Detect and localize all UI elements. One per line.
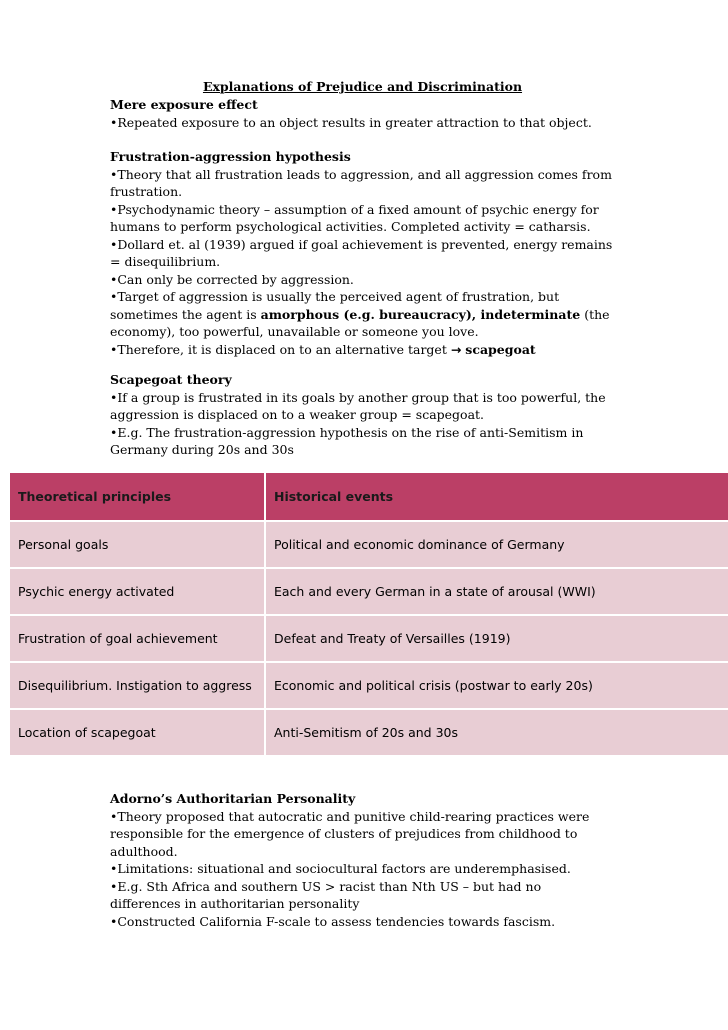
table-header-cell: Historical events	[266, 473, 728, 520]
bullet-line-displaced	[110, 341, 615, 359]
bullet-line: •Limitations: situational and sociocultural factors are underemphasised.	[110, 861, 571, 876]
principles-events-table	[8, 471, 728, 757]
text-segment: (the economy), too powerful, unavailable or someone you love.	[110, 306, 610, 339]
bullet-line: •Theory that all frustration leads to aggression, and all aggression comes from frustration.	[110, 166, 612, 199]
section-adorno	[110, 790, 615, 930]
table-row	[10, 569, 728, 614]
table-cell: Disequilibrium. Instigation to aggress	[10, 663, 264, 708]
table-cell: Defeat and Treaty of Versailles (1919)	[266, 616, 728, 661]
text-segment: •Therefore, it is displaced on to an alternative target	[110, 341, 451, 357]
bullet-line: •Constructed California F-scale to assess tendencies towards fascism.	[110, 913, 556, 929]
bullet-line: •Can only be corrected by aggression.	[110, 271, 354, 287]
right-arrow-icon: →	[450, 341, 462, 357]
bullet-line: •If a group is frustrated in its goals by another group that is too powerful, the aggression is displaced on to a weaker group = scapegoat.	[110, 389, 606, 422]
bullet-line: •E.g. Sth Africa and southern US > racist than Nth US – but had no differences in authoritarian personality	[110, 878, 542, 911]
bullet-line: •Theory proposed that autocratic and punitive child-rearing practices were responsible for the emergence of clusters of prejudices from childhood to adulthood.	[110, 808, 590, 859]
bullet-line: •Dollard et. al (1939) argued if goal achievement is prevented, energy remains = disequilibrium.	[110, 236, 613, 269]
table-header-cell: Theoretical principles	[10, 473, 264, 520]
table-cell: Each and every German in a state of arousal (WWI)	[266, 569, 728, 614]
section-heading: Mere exposure effect	[110, 97, 258, 112]
table-cell: Location of scapegoat	[10, 710, 264, 755]
section-mere-exposure	[110, 96, 615, 131]
table-cell: Economic and political crisis (postwar to early 20s)	[266, 663, 728, 708]
table-row	[10, 522, 728, 567]
bold-text: amorphous (e.g. bureaucracy), indeterminate	[260, 306, 581, 322]
table-cell: Frustration of goal achievement	[10, 616, 264, 661]
bullet-line: •E.g. The frustration-aggression hypothesis on the rise of anti-Semitism in Germany during 20s and 30s	[110, 424, 584, 457]
text-segment: •Target of aggression is usually the perceived agent of frustration, but sometimes the agent is	[110, 289, 560, 322]
section-frustration-aggression	[110, 148, 615, 358]
table-cell: Psychic energy activated	[10, 569, 264, 614]
table-row	[10, 710, 728, 755]
table-row	[10, 663, 728, 708]
table-cell: Anti-Semitism of 20s and 30s	[266, 710, 728, 755]
section-heading: Adorno’s Authoritarian Personality	[110, 791, 356, 806]
table-cell: Personal goals	[10, 522, 264, 567]
table-cell: Political and economic dominance of Germany	[266, 522, 728, 567]
table-row	[10, 616, 728, 661]
bullet-line-target	[110, 288, 615, 341]
table-header-row	[10, 473, 728, 520]
section-heading: Scapegoat theory	[110, 372, 232, 387]
section-scapegoat-theory	[110, 371, 615, 459]
bold-text: scapegoat	[465, 341, 536, 357]
section-heading: Frustration-aggression hypothesis	[110, 149, 351, 164]
bullet-line: •Repeated exposure to an object results in greater attraction to that object.	[110, 114, 592, 130]
document-title: Explanations of Prejudice and Discrimination	[202, 79, 523, 94]
bullet-line: •Psychodynamic theory – assumption of a fixed amount of psychic energy for humans to perform psychological activities. Completed activity = catharsis.	[110, 201, 599, 234]
